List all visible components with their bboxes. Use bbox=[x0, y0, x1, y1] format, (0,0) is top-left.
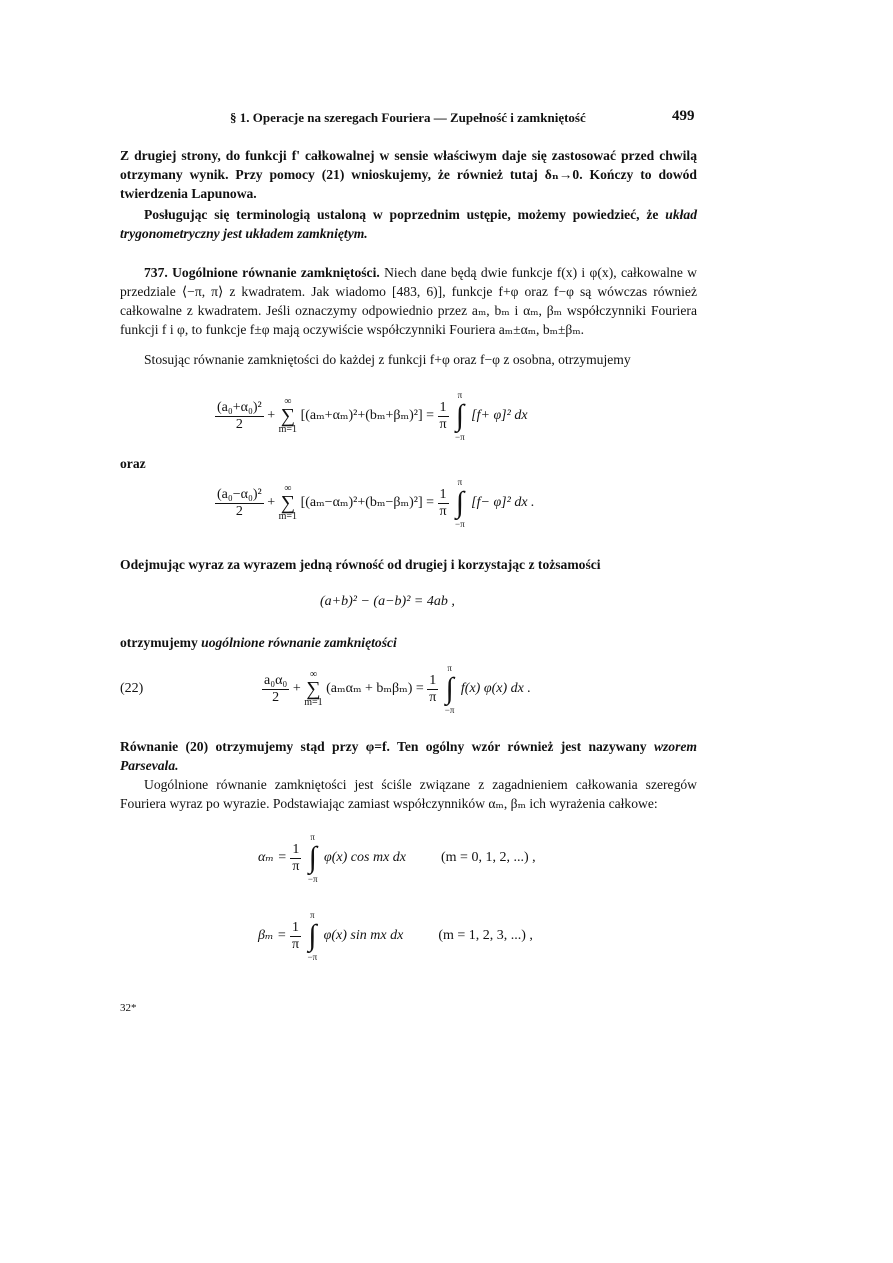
paragraph-5: Odejmując wyraz za wyrazem jedną równość od drugiej i korzystając z tożsamości bbox=[120, 557, 601, 572]
word-oraz: oraz bbox=[120, 456, 146, 471]
paragraph-2-emph: układ trygonometryczny jest układem zamkniętym. bbox=[120, 207, 697, 241]
signature-mark: 32* bbox=[120, 1002, 137, 1014]
equation-alpha: αₘ = $\frac{1}{\pi}$ π ∫ −π φ(x) cos mx dx (m = 0, 1, 2, ...) , bbox=[258, 832, 536, 884]
section-737-text: Niech dane będą dwie funkcje f(x) i φ(x), całkowalne w przedziale ⟨−π, π⟩ z kwadratem. Jak wiadomo [483, 6)], funkcje f+φ oraz f−φ są wówczas również całkowalne z kwadratem. Jeśli oznaczymy odpowiednio przez aₘ, bₘ i αₘ, βₘ współczynniki Fouriera funkcji f i φ, to funkcje f±φ mają oczywiście współczynniki Fouriera aₘ±αₘ, bₘ±βₘ. bbox=[120, 265, 697, 337]
identity-equation: (a+b)² − (a−b)² = 4ab , bbox=[320, 594, 455, 609]
paragraph-2-text: Posługując się terminologią ustaloną w poprzednim ustępie, możemy powiedzieć, że bbox=[144, 207, 666, 222]
equation-beta: βₘ = $\frac{1}{\pi}$ π ∫ −π φ(x) sin mx dx (m = 1, 2, 3, ...) , bbox=[258, 910, 533, 962]
paragraph-2 bbox=[120, 205, 697, 243]
paragraph-6: otrzymujemy uogólnione równanie zamkniętości bbox=[120, 635, 397, 650]
equation-label-22: (22) bbox=[120, 681, 144, 696]
running-title: § 1. Operacje na szeregach Fouriera — Zupełność i zamkniętość bbox=[230, 110, 586, 125]
section-737 bbox=[120, 263, 697, 339]
paragraph-8: Uogólnione równanie zamkniętości jest ściśle związane z zagadnieniem całkowania szeregów Fouriera wyraz po wyrazie. Podstawiając zamiast współczynników αₘ, βₘ ich wyrażenia całkowe: bbox=[120, 777, 697, 811]
paragraph-1: Z drugiej strony, do funkcji f' całkowalnej w sensie właściwym daje się zastosować przed chwilą otrzymany wynik. Przy pomocy (21) wnioskujemy, że również tutaj δₙ→0. Kończy to dowód twierdzenia Lapunowa. bbox=[120, 148, 697, 201]
equation-1: $\frac{\text{(a₀+α₀)²}}{2}$ + ∞ ∑ m=1 [(aₘ+αₘ)²+(bₘ+βₘ)²] = $\frac{1}{\pi}$ π ∫ −π [f+ φ]² dx bbox=[217, 390, 528, 442]
paragraph-4: Stosując równanie zamkniętości do każdej z funkcji f+φ oraz f−φ z osobna, otrzymujemy bbox=[144, 352, 631, 367]
page-number: 499 bbox=[672, 108, 695, 124]
equation-2: $\frac{\text{(a₀−α₀)²}}{2}$ + ∞ ∑ m=1 [(aₘ−αₘ)²+(bₘ−βₘ)²] = $\frac{1}{\pi}$ π ∫ −π [f− φ]² dx . bbox=[217, 477, 535, 529]
equation-22: $\frac{\text{a₀α₀}}{2}$ + ∞ ∑ m=1 (aₘαₘ + bₘβₘ) = $\frac{1}{\pi}$ π ∫ −π f(x) φ(x) dx . bbox=[264, 663, 531, 715]
paragraph-7: Równanie (20) otrzymujemy stąd przy φ=f. Ten ogólny wzór również jest nazywany wzorem Parsevala. bbox=[120, 739, 697, 773]
section-737-title: 737. Uogólnione równanie zamkniętości. bbox=[144, 265, 380, 280]
